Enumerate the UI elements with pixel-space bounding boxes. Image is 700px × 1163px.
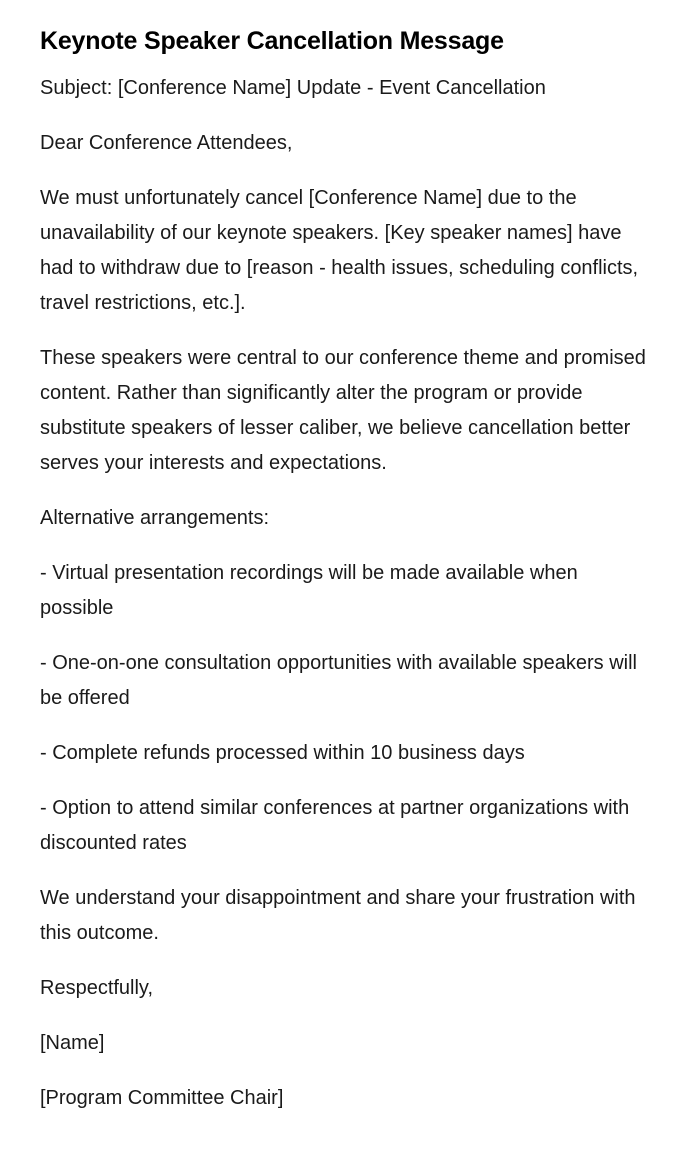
body-paragraph-cancellation: We must unfortunately cancel [Conference Name] due to the unavailability of our keynote speakers. [Key speaker names] have had to withdraw due to [reason - health issues, scheduling conflicts, travel restrictions, etc.].	[40, 187, 639, 314]
body-paragraph-rationale: These speakers were central to our conference theme and promised content. Rather than significantly alter the program or provide substitute speakers of lesser caliber, we believe cancellation better serves your interests and expectations.	[40, 347, 646, 474]
signature-name: [Name]	[40, 1032, 105, 1054]
alternative-item: - One-on-one consultation opportunities with available speakers will be offered	[40, 652, 637, 709]
alternative-item: - Option to attend similar conferences at partner organizations with discounted rates	[40, 797, 630, 854]
page-title: Keynote Speaker Cancellation Message	[40, 27, 504, 55]
alternatives-heading: Alternative arrangements:	[40, 507, 270, 529]
subject-line: Subject: [Conference Name] Update - Event Cancellation	[40, 77, 546, 99]
closing-paragraph: We understand your disappointment and share your frustration with this outcome.	[40, 887, 636, 944]
greeting: Dear Conference Attendees,	[40, 132, 293, 154]
signature-title: [Program Committee Chair]	[40, 1087, 284, 1109]
alternative-item: - Complete refunds processed within 10 business days	[40, 742, 525, 764]
alternative-item: - Virtual presentation recordings will be made available when possible	[40, 562, 578, 619]
sign-off: Respectfully,	[40, 977, 154, 999]
